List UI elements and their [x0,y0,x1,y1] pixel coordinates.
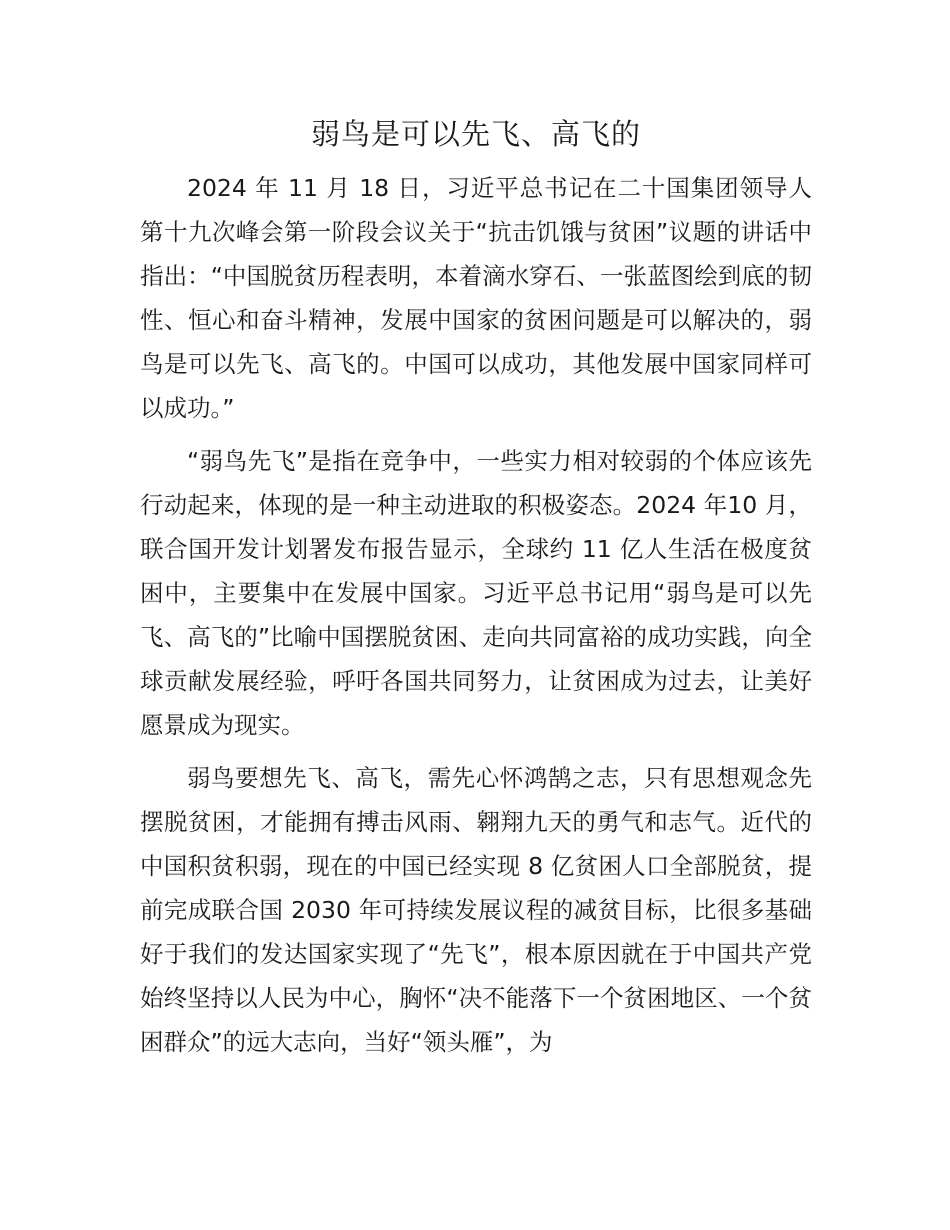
paragraph-3: 弱鸟要想先飞、高飞，需先心怀鸿鹄之志，只有思想观念先摆脱贫困，才能拥有搏击风雨、翱翔九天的勇气和志气。近代的中国积贫积弱，现在的中国已经实现 8 亿贫困人口全部脱贫，提前完成联合国 2030 年可持续发展议程的减贫目标，比很多基础好于我们的发达国家实现了“先飞”，根本原因就在于中国共产党始终坚持以人民为中心，胸怀“决不能落下一个贫困地区、一个贫困群众”的远大志向，当好“领头雁”，为 [140,764,812,1056]
paragraph-2: “弱鸟先飞”是指在竞争中，一些实力相对较弱的个体应该先行动起来，体现的是一种主动进取的积极姿态。2024 年10 月，联合国开发计划署发布报告显示，全球约 11 亿人生活在极度贫困中，主要集中在发展中国家。习近平总书记用“弱鸟是可以先飞、高飞的”比喻中国摆脱贫困、走向共同富裕的成功实践，向全球贡献发展经验，呼吁各国共同努力，让贫困成为过去，让美好愿景成为现实。 [140,447,812,739]
paragraph-1: 2024 年 11 月 18 日，习近平总书记在二十国集团领导人第十九次峰会第一阶段会议关于“抗击饥饿与贫困”议题的讲话中指出：“中国脱贫历程表明，本着滴水穿石、一张蓝图绘到底的韧性、恒心和奋斗精神，发展中国家的贫困问题是可以解决的，弱鸟是可以先飞、高飞的。中国可以成功，其他发展中国家同样可以成功。” [140,174,812,422]
document-title: 弱鸟是可以先飞、高飞的 [310,117,641,151]
document-page [140,112,812,1073]
